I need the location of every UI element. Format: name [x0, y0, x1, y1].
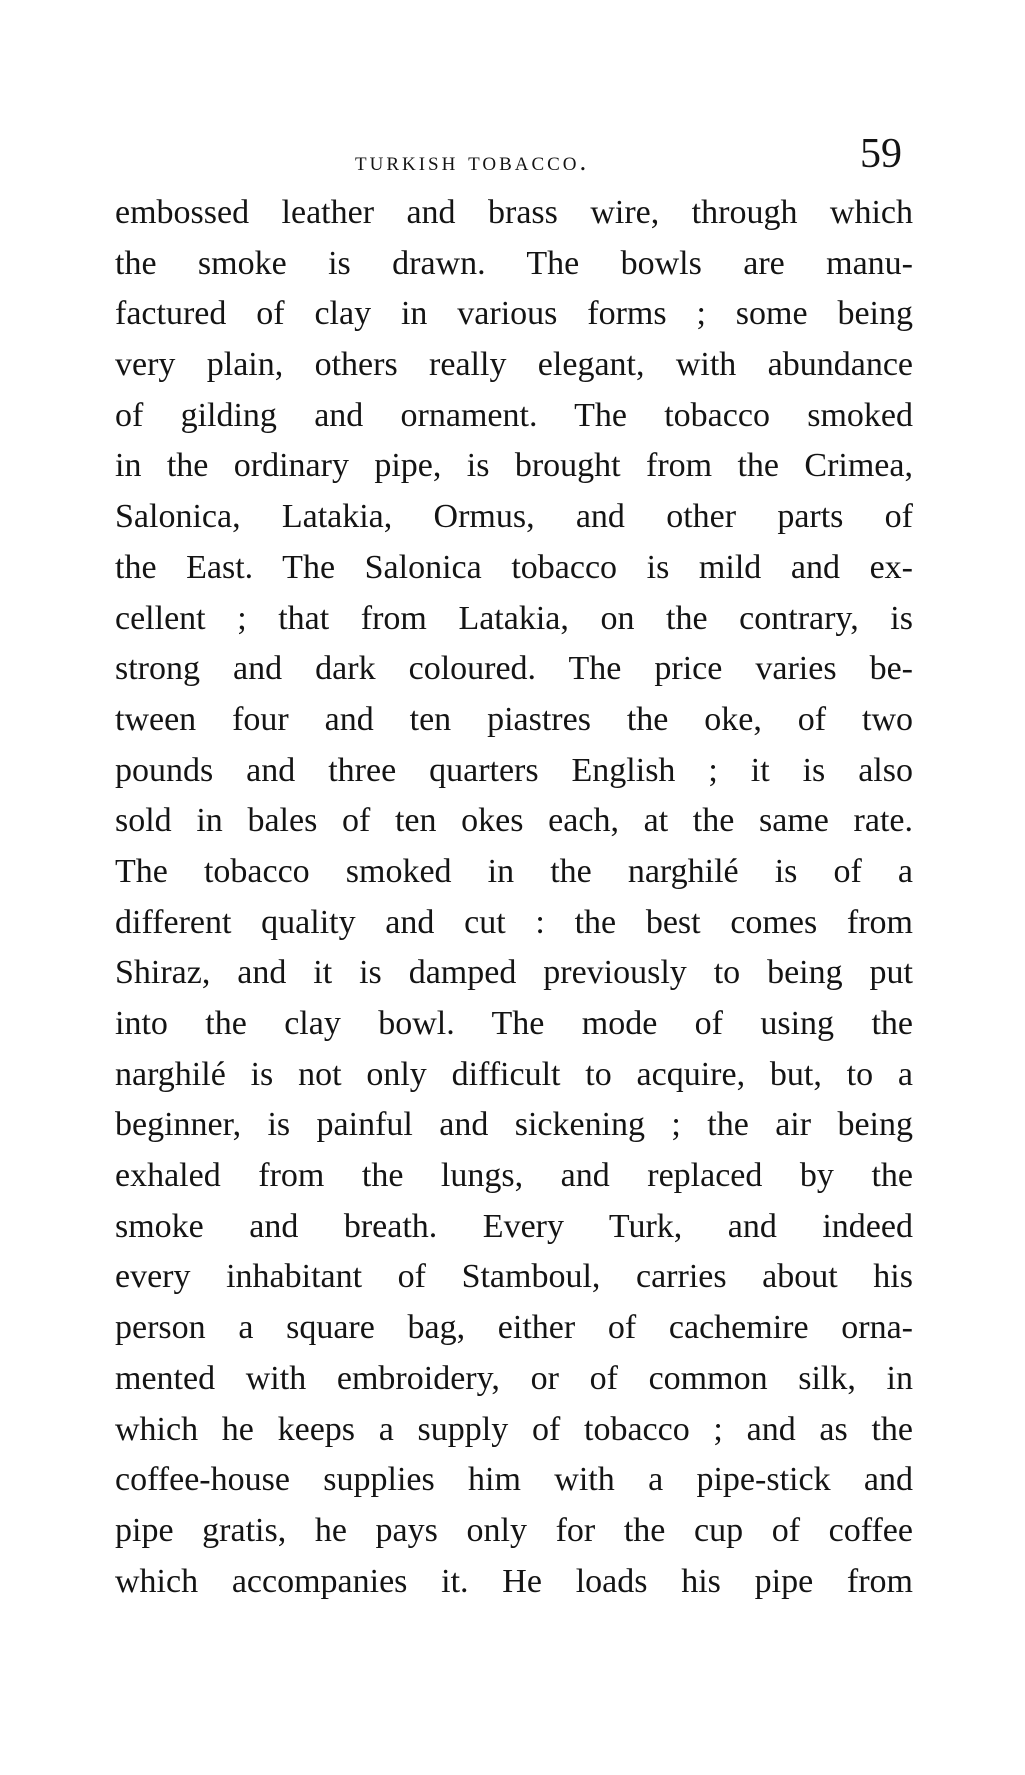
text-line: factured of clay in various forms ; some being [115, 295, 913, 333]
text-line: Shiraz, and it is damped previously to being put [115, 954, 913, 992]
text-line: in the ordinary pipe, is brought from the Crimea, [115, 447, 913, 485]
text-line: strong and dark coloured. The price varies be- [115, 650, 913, 688]
text-line: the smoke is drawn. The bowls are manu- [115, 244, 913, 282]
text-line: very plain, others really elegant, with abundance [115, 346, 913, 384]
text-line: Salonica, Latakia, Ormus, and other parts of [115, 498, 913, 536]
body-text [115, 188, 913, 1607]
text-line: tween four and ten piastres the oke, of two [115, 700, 913, 738]
text-line: which accompanies it. He loads his pipe from [115, 1562, 913, 1600]
text-line: of gilding and ornament. The tobacco smoked [115, 396, 913, 434]
running-head [100, 128, 920, 188]
text-line: person a square bag, either of cachemire orna- [115, 1309, 913, 1347]
text-line: exhaled from the lungs, and replaced by the [115, 1157, 913, 1195]
text-line: pipe gratis, he pays only for the cup of coffee [115, 1511, 913, 1549]
text-line: embossed leather and brass wire, through which [115, 194, 913, 231]
text-line: narghilé is not only difficult to acquire, but, to a [115, 1055, 913, 1093]
text-line: cellent ; that from Latakia, on the contrary, is [115, 599, 913, 637]
text-line: sold in bales of ten okes each, at the same rate. [115, 802, 913, 840]
text-line: every inhabitant of Stamboul, carries about his [115, 1258, 913, 1296]
text-line: mented with embroidery, or of common silk, in [115, 1359, 913, 1397]
text-line: pounds and three quarters English ; it is also [115, 751, 913, 789]
text-line: the East. The Salonica tobacco is mild and ex- [115, 548, 913, 586]
text-line: smoke and breath. Every Turk, and indeed [115, 1207, 913, 1245]
page-number: 59 [860, 131, 902, 177]
text-line: into the clay bowl. The mode of using the [115, 1005, 913, 1042]
running-title: turkish tobacco. [355, 146, 590, 176]
text-line: The tobacco smoked in the narghilé is of a [115, 852, 913, 890]
text-line: coffee-house supplies him with a pipe-stick and [115, 1461, 913, 1499]
text-line: different quality and cut : the best comes from [115, 903, 913, 941]
text-line: which he keeps a supply of tobacco ; and as the [115, 1410, 913, 1448]
text-line: beginner, is painful and sickening ; the air being [115, 1106, 913, 1144]
